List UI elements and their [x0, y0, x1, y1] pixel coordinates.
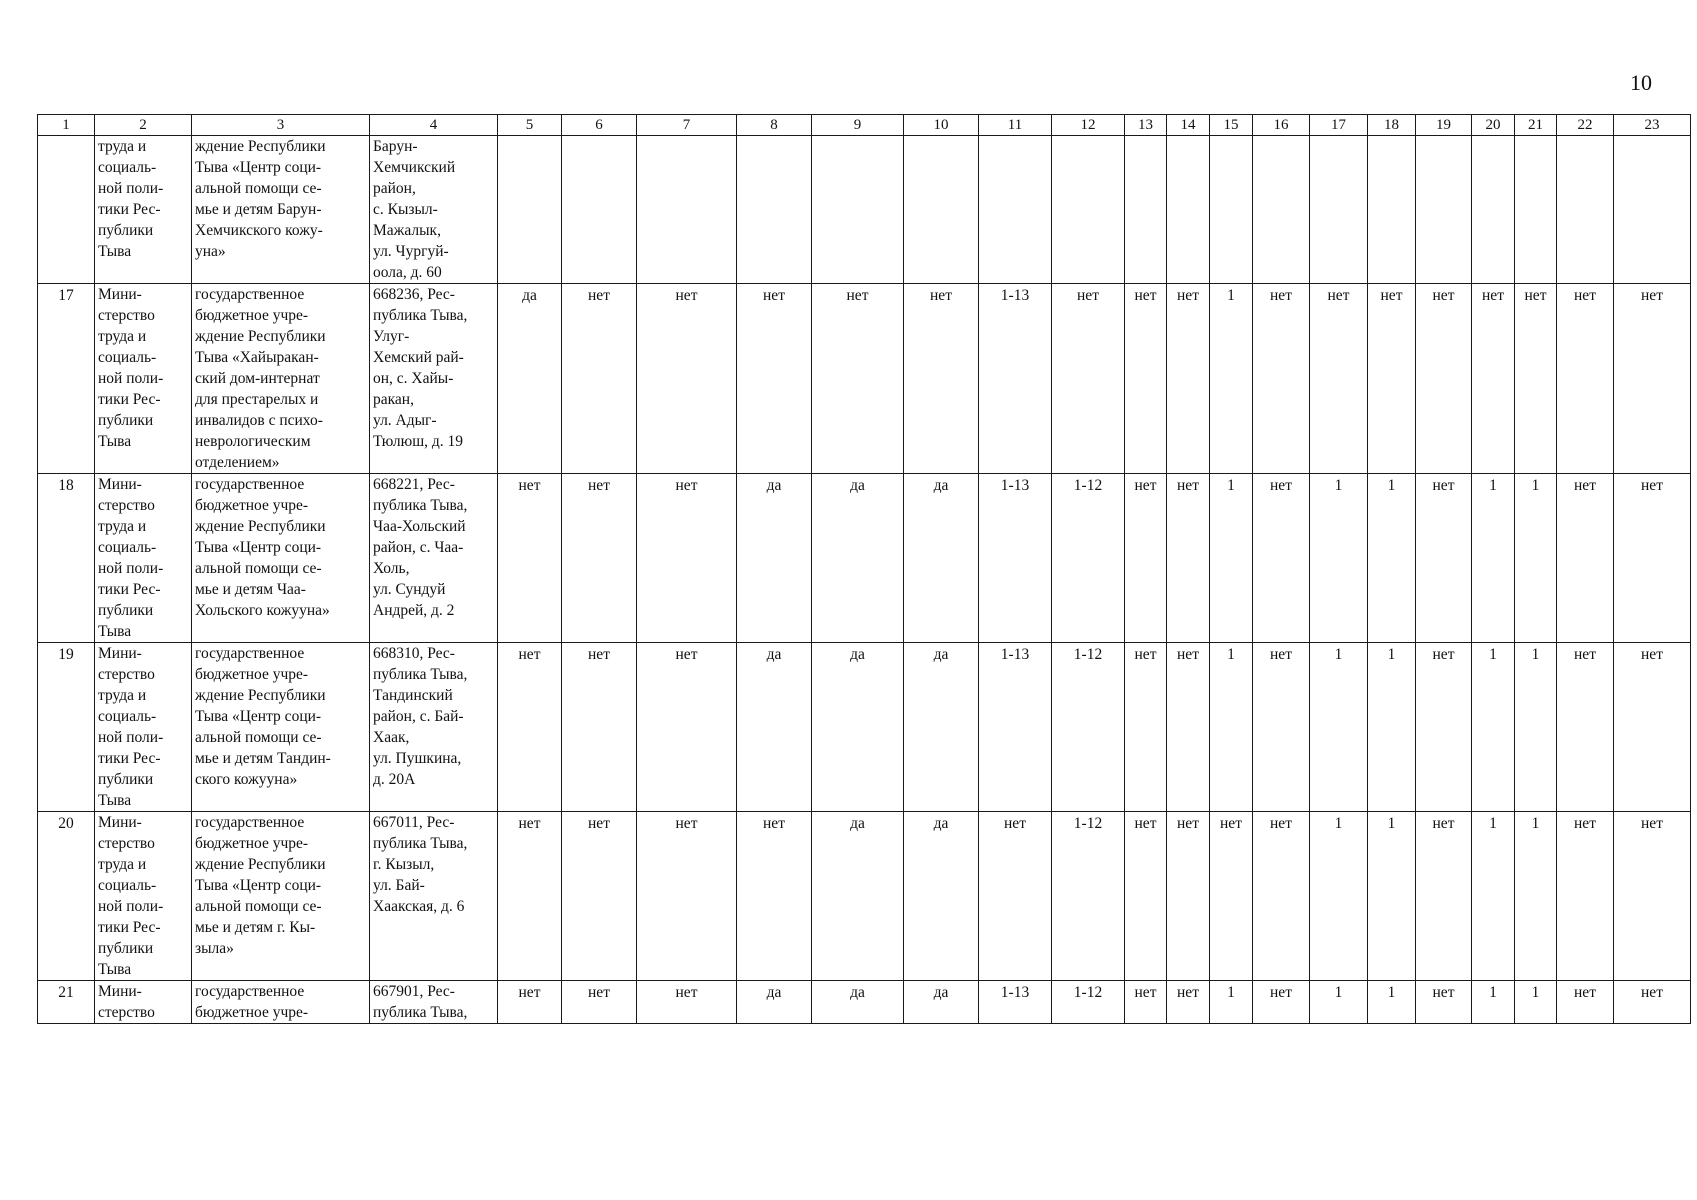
value-cell: да [904, 474, 979, 643]
value-cell: нет [1253, 284, 1310, 474]
ministry-cell: Мини- стерство труда и социаль- ной поли- тики Рес- публики Тыва [95, 284, 192, 474]
row-number-cell: 17 [38, 284, 95, 474]
value-cell: нет [1416, 812, 1472, 981]
value-cell: нет [1167, 981, 1210, 1024]
column-header: 14 [1167, 115, 1210, 136]
row-number-cell [38, 136, 95, 284]
table-body [38, 136, 1691, 1024]
column-header: 21 [1515, 115, 1557, 136]
address-cell: 667011, Рес- публика Тыва, г. Кызыл, ул. Бай- Хаакская, д. 6 [370, 812, 498, 981]
ministry-cell: Мини- стерство труда и социаль- ной поли- тики Рес- публики Тыва [95, 812, 192, 981]
column-header: 9 [812, 115, 904, 136]
value-cell: 1 [1310, 474, 1368, 643]
value-cell: 1 [1210, 981, 1253, 1024]
value-cell: 1-13 [979, 643, 1052, 812]
value-cell: 1-13 [979, 981, 1052, 1024]
value-cell: да [904, 981, 979, 1024]
column-header: 23 [1614, 115, 1691, 136]
address-cell: 668310, Рес- публика Тыва, Тандинский район, с. Бай- Хаак, ул. Пушкина, д. 20А [370, 643, 498, 812]
value-cell: нет [1557, 981, 1614, 1024]
value-cell [812, 136, 904, 284]
column-header: 2 [95, 115, 192, 136]
value-cell: нет [637, 474, 737, 643]
ministry-cell: труда и социаль- ной поли- тики Рес- публики Тыва [95, 136, 192, 284]
value-cell: 1 [1515, 643, 1557, 812]
value-cell [1472, 136, 1515, 284]
value-cell [979, 136, 1052, 284]
registry-table [37, 114, 1691, 1024]
value-cell: нет [1210, 812, 1253, 981]
column-header: 5 [498, 115, 562, 136]
value-cell: нет [1614, 981, 1691, 1024]
value-cell: нет [498, 643, 562, 812]
value-cell [1253, 136, 1310, 284]
value-cell: нет [1125, 812, 1167, 981]
institution-cell: государственное бюджетное учре- ждение Республики Тыва «Центр соци- альной помощи се- мье и детям г. Кы- зыла» [192, 812, 370, 981]
row-number-cell: 21 [38, 981, 95, 1024]
value-cell: нет [1253, 812, 1310, 981]
value-cell [1557, 136, 1614, 284]
value-cell: нет [1052, 284, 1125, 474]
value-cell: 1 [1210, 284, 1253, 474]
value-cell: нет [1167, 643, 1210, 812]
value-cell: нет [1515, 284, 1557, 474]
value-cell: да [812, 474, 904, 643]
value-cell: нет [1614, 474, 1691, 643]
value-cell: 1 [1515, 812, 1557, 981]
column-header: 15 [1210, 115, 1253, 136]
value-cell: 1 [1368, 474, 1416, 643]
column-header: 19 [1416, 115, 1472, 136]
value-cell: нет [562, 643, 637, 812]
value-cell: да [904, 643, 979, 812]
value-cell: 1-12 [1052, 812, 1125, 981]
ministry-cell: Мини- стерство труда и социаль- ной поли- тики Рес- публики Тыва [95, 643, 192, 812]
value-cell: нет [737, 284, 812, 474]
value-cell [904, 136, 979, 284]
value-cell: нет [1125, 284, 1167, 474]
institution-cell: государственное бюджетное учре- ждение Республики Тыва «Хайыракан- ский дом-интернат для престарелых и инвалидов с психо- неврологическим отделением» [192, 284, 370, 474]
value-cell: 1-12 [1052, 981, 1125, 1024]
value-cell: 1 [1210, 643, 1253, 812]
value-cell: нет [498, 812, 562, 981]
institution-cell: ждение Республики Тыва «Центр соци- альной помощи се- мье и детям Барун- Хемчикского кожу- уна» [192, 136, 370, 284]
value-cell: 1 [1472, 981, 1515, 1024]
value-cell: 1 [1310, 812, 1368, 981]
value-cell [737, 136, 812, 284]
value-cell: 1 [1472, 812, 1515, 981]
value-cell: нет [1614, 812, 1691, 981]
value-cell: нет [1557, 284, 1614, 474]
value-cell: 1-13 [979, 284, 1052, 474]
table-row [38, 474, 1691, 643]
value-cell [1125, 136, 1167, 284]
value-cell: нет [1614, 643, 1691, 812]
value-cell: нет [1557, 643, 1614, 812]
value-cell: нет [1416, 284, 1472, 474]
value-cell: 1 [1310, 643, 1368, 812]
value-cell: 1 [1368, 812, 1416, 981]
value-cell: да [812, 643, 904, 812]
value-cell: нет [637, 284, 737, 474]
value-cell: да [812, 812, 904, 981]
value-cell: нет [737, 812, 812, 981]
value-cell [1614, 136, 1691, 284]
address-cell: Барун- Хемчикский район, с. Кызыл- Мажалык, ул. Чургуй- оола, д. 60 [370, 136, 498, 284]
value-cell: да [737, 643, 812, 812]
value-cell: нет [1253, 474, 1310, 643]
column-header: 20 [1472, 115, 1515, 136]
value-cell: нет [979, 812, 1052, 981]
address-cell: 668221, Рес- публика Тыва, Чаа-Хольский район, с. Чаа- Холь, ул. Сундуй Андрей, д. 2 [370, 474, 498, 643]
value-cell: нет [1472, 284, 1515, 474]
value-cell: нет [812, 284, 904, 474]
value-cell [1052, 136, 1125, 284]
table-row [38, 981, 1691, 1024]
value-cell: нет [1253, 981, 1310, 1024]
value-cell: нет [1557, 812, 1614, 981]
value-cell [1210, 136, 1253, 284]
value-cell: нет [498, 474, 562, 643]
column-header: 10 [904, 115, 979, 136]
column-header: 13 [1125, 115, 1167, 136]
value-cell: нет [637, 981, 737, 1024]
value-cell [562, 136, 637, 284]
value-cell: нет [904, 284, 979, 474]
table-row [38, 284, 1691, 474]
institution-cell: государственное бюджетное учре- ждение Республики Тыва «Центр соци- альной помощи се- мье и детям Тандин- ского кожууна» [192, 643, 370, 812]
value-cell: нет [498, 981, 562, 1024]
value-cell: нет [1125, 474, 1167, 643]
value-cell: нет [1614, 284, 1691, 474]
value-cell: нет [1167, 474, 1210, 643]
value-cell: 1 [1472, 474, 1515, 643]
value-cell: нет [562, 981, 637, 1024]
value-cell: нет [1167, 812, 1210, 981]
value-cell: нет [637, 643, 737, 812]
table-row [38, 643, 1691, 812]
value-cell: 1 [1515, 981, 1557, 1024]
value-cell: 1-12 [1052, 474, 1125, 643]
column-header: 22 [1557, 115, 1614, 136]
value-cell [1515, 136, 1557, 284]
value-cell: нет [1310, 284, 1368, 474]
value-cell: да [498, 284, 562, 474]
value-cell [1416, 136, 1472, 284]
column-header: 11 [979, 115, 1052, 136]
header-row [38, 115, 1691, 136]
column-header: 17 [1310, 115, 1368, 136]
value-cell: 1 [1515, 474, 1557, 643]
address-cell: 668236, Рес- публика Тыва, Улуг- Хемский рай- он, с. Хайы- ракан, ул. Адыг- Тюлюш, д. 19 [370, 284, 498, 474]
value-cell [637, 136, 737, 284]
value-cell [1310, 136, 1368, 284]
value-cell [1167, 136, 1210, 284]
value-cell: нет [1125, 643, 1167, 812]
institution-cell: государственное бюджетное учре- ждение Республики Тыва «Центр соци- альной помощи се- мье и детям Чаа- Хольского кожууна» [192, 474, 370, 643]
value-cell: 1 [1210, 474, 1253, 643]
value-cell: нет [562, 284, 637, 474]
value-cell [1368, 136, 1416, 284]
address-cell: 667901, Рес- публика Тыва, [370, 981, 498, 1024]
column-header: 4 [370, 115, 498, 136]
value-cell: нет [1368, 284, 1416, 474]
value-cell: 1 [1368, 643, 1416, 812]
column-header: 1 [38, 115, 95, 136]
column-header: 3 [192, 115, 370, 136]
row-number-cell: 19 [38, 643, 95, 812]
value-cell [498, 136, 562, 284]
value-cell: нет [1167, 284, 1210, 474]
value-cell: 1-13 [979, 474, 1052, 643]
column-header: 16 [1253, 115, 1310, 136]
row-number-cell: 20 [38, 812, 95, 981]
value-cell: 1-12 [1052, 643, 1125, 812]
table-row [38, 136, 1691, 284]
institution-cell: государственное бюджетное учре- [192, 981, 370, 1024]
column-header: 8 [737, 115, 812, 136]
value-cell: 1 [1310, 981, 1368, 1024]
value-cell: нет [1416, 643, 1472, 812]
value-cell: нет [1253, 643, 1310, 812]
table-row [38, 812, 1691, 981]
value-cell: нет [637, 812, 737, 981]
value-cell: нет [1416, 474, 1472, 643]
value-cell: нет [1557, 474, 1614, 643]
value-cell: да [737, 474, 812, 643]
value-cell: да [737, 981, 812, 1024]
column-header: 18 [1368, 115, 1416, 136]
ministry-cell: Мини- стерство труда и социаль- ной поли- тики Рес- публики Тыва [95, 474, 192, 643]
value-cell: 1 [1368, 981, 1416, 1024]
ministry-cell: Мини- стерство [95, 981, 192, 1024]
column-header: 6 [562, 115, 637, 136]
value-cell: нет [1416, 981, 1472, 1024]
value-cell: нет [562, 474, 637, 643]
value-cell: 1 [1472, 643, 1515, 812]
column-header: 7 [637, 115, 737, 136]
value-cell: нет [562, 812, 637, 981]
row-number-cell: 18 [38, 474, 95, 643]
page-number: 10 [1630, 70, 1652, 95]
value-cell: нет [1125, 981, 1167, 1024]
column-header: 12 [1052, 115, 1125, 136]
value-cell: да [904, 812, 979, 981]
value-cell: да [812, 981, 904, 1024]
